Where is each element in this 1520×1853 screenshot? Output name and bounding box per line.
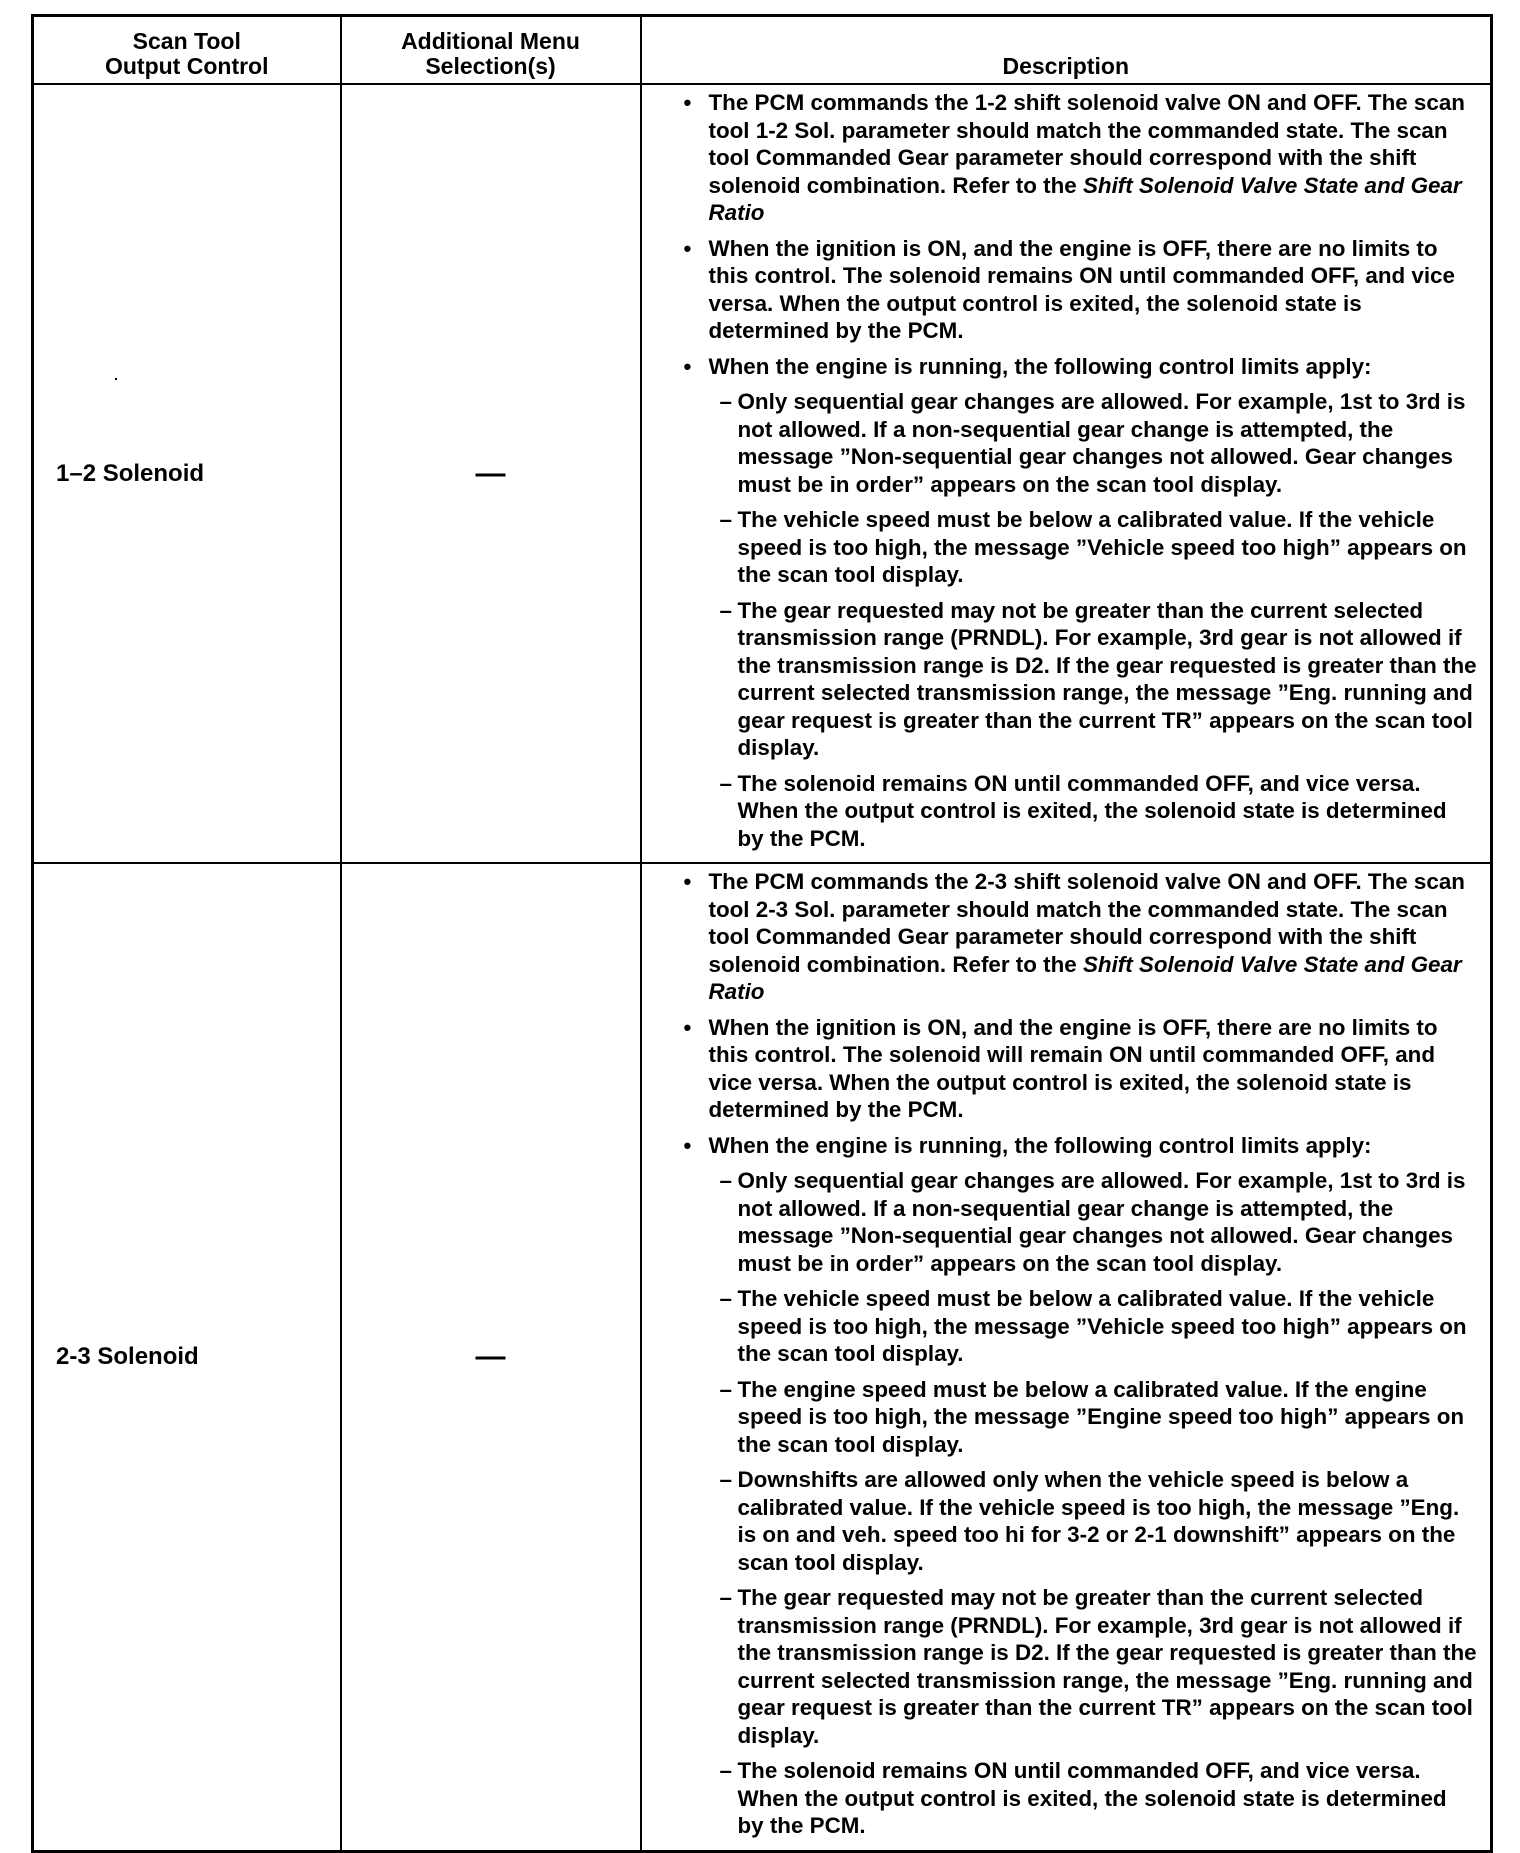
bullet-icon: • — [683, 1132, 692, 1158]
sub-item — [709, 1285, 1479, 1368]
header-row — [33, 16, 1492, 85]
header-line: Description — [1002, 53, 1130, 79]
dash-icon: – — [719, 507, 732, 532]
description-cell — [641, 84, 1492, 863]
bullet-icon: • — [683, 235, 692, 261]
bullet-text: The PCM commands the 2-3 shift solenoid valve ON and OFF. The scan tool 2-3 Sol. parameter should match the commanded state. The scan tool Commanded Gear parameter should correspond with the shift solenoid combination. Refer to the — [708, 869, 1465, 977]
header-additional-menu-selections — [341, 16, 641, 85]
description-cell — [641, 863, 1492, 1851]
bullet-text: When the engine is running, the following control limits apply: — [708, 353, 1372, 379]
sub-text: The vehicle speed must be below a calibrated value. If the vehicle speed is too high, the message ”Vehicle speed too high” appears on the scan tool display. — [737, 1286, 1467, 1366]
bullet-list — [682, 868, 1479, 1840]
sub-text: The vehicle speed must be below a calibrated value. If the vehicle speed is too high, the message ”Vehicle speed too high” appears on the scan tool display. — [737, 507, 1467, 587]
bullet-item — [682, 353, 1479, 853]
reference-title: Shift Solenoid Valve State and Gear Ratio — [708, 172, 1462, 225]
table-row — [33, 863, 1492, 1851]
reference-title: Shift Solenoid Valve State and Gear Ratio — [708, 951, 1462, 1004]
sub-item — [709, 1167, 1479, 1277]
sub-text: Only sequential gear changes are allowed. For example, 1st to 3rd is not allowed. If a non-sequential gear change is attempted, the message ”Non-sequential gear changes not allowed. Gear changes must be in order” appears on the scan tool display. — [737, 389, 1466, 497]
output-control-name: 1–2 Solenoid — [33, 84, 341, 863]
output-control-table — [31, 14, 1493, 1853]
dash-icon: – — [719, 597, 732, 623]
sub-item — [709, 1757, 1479, 1840]
bullet-icon: • — [683, 90, 692, 115]
menu-selection: — — [341, 863, 641, 1851]
bullet-text: The PCM commands the 1-2 shift solenoid valve ON and OFF. The scan tool 1-2 Sol. parameter should match the commanded state. The scan tool Commanded Gear parameter should correspond with the shift solenoid combination. Refer to the — [708, 90, 1465, 198]
sub-text: The engine speed must be below a calibrated value. If the engine speed is too high, the message ”Engine speed too high” appears on the scan tool display. — [737, 1376, 1465, 1457]
bullet-item — [682, 1014, 1479, 1124]
sub-list — [709, 1167, 1479, 1840]
sub-text: Downshifts are allowed only when the vehicle speed is below a calibrated value. If the vehicle speed is too high, the message ”Eng. is on and veh. speed too hi for 3-2 or 2-1 downshift” appears on the scan tool display. — [737, 1467, 1460, 1575]
bullet-icon: • — [683, 869, 692, 894]
sub-text: The gear requested may not be greater than the current selected transmission range (PRNDL). For example, 3rd gear is not allowed if the transmission range is D2. If the gear requested is greater than the current selected transmission range, the message ”Eng. running and gear request is greater than the current TR” appears on the scan tool display. — [737, 1585, 1477, 1748]
header-line: Scan Tool — [132, 28, 241, 54]
sub-item — [709, 1376, 1479, 1459]
header-line: Output Control — [104, 53, 269, 79]
bullet-item — [682, 1132, 1479, 1840]
bullet-list — [682, 89, 1479, 852]
dash-icon: – — [719, 1585, 732, 1610]
dash-icon: – — [719, 1286, 732, 1311]
sub-item — [709, 597, 1479, 762]
table-row — [33, 84, 1492, 863]
sub-item — [709, 388, 1479, 498]
sub-text: The solenoid remains ON until commanded OFF, and vice versa. When the output control is exited, the solenoid state is determined by the PCM. — [737, 770, 1447, 851]
header-description — [641, 16, 1492, 85]
dash-icon: – — [719, 770, 732, 796]
bullet-icon: • — [683, 353, 692, 379]
bullet-text: When the ignition is ON, and the engine is OFF, there are no limits to this control. The solenoid will remain ON until commanded OFF, and vice versa. When the output control is exited, the solenoid state is determined by the PCM. — [708, 1014, 1438, 1122]
menu-selection: — — [341, 84, 641, 863]
dash-icon: – — [719, 1168, 732, 1193]
header-line: Selection(s) — [425, 53, 556, 79]
dash-icon: – — [719, 1376, 732, 1402]
header-line: Additional Menu — [401, 28, 580, 54]
dash-icon: – — [719, 389, 732, 414]
bullet-item — [682, 89, 1479, 227]
dash-icon: – — [719, 1758, 732, 1783]
output-control-name: 2-3 Solenoid — [33, 863, 341, 1851]
sub-text: The solenoid remains ON until commanded OFF, and vice versa. When the output control is exited, the solenoid state is determined by the PCM. — [737, 1758, 1447, 1838]
bullet-item — [682, 235, 1479, 345]
sub-item — [709, 770, 1479, 853]
sub-text: The gear requested may not be greater than the current selected transmission range (PRNDL). For example, 3rd gear is not allowed if the transmission range is D2. If the gear requested is greater than the current selected transmission range, the message ”Eng. running and gear request is greater than the current TR” appears on the scan tool display. — [737, 597, 1477, 760]
bullet-text: When the ignition is ON, and the engine is OFF, there are no limits to this control. The solenoid remains ON until commanded OFF, and vice versa. When the output control is exited, the solenoid state is determined by the PCM. — [708, 235, 1455, 343]
sub-item — [709, 506, 1479, 589]
bullet-icon: • — [683, 1014, 692, 1040]
header-scan-tool-output-control — [33, 16, 341, 85]
sub-item — [709, 1584, 1479, 1749]
bullet-item — [682, 868, 1479, 1006]
dash-icon: – — [719, 1467, 732, 1492]
sub-text: Only sequential gear changes are allowed. For example, 1st to 3rd is not allowed. If a non-sequential gear change is attempted, the message ”Non-sequential gear changes not allowed. Gear changes must be in order” appears on the scan tool display. — [737, 1168, 1466, 1276]
bullet-text: When the engine is running, the following control limits apply: — [708, 1132, 1372, 1158]
sub-item — [709, 1466, 1479, 1576]
sub-list — [709, 388, 1479, 852]
